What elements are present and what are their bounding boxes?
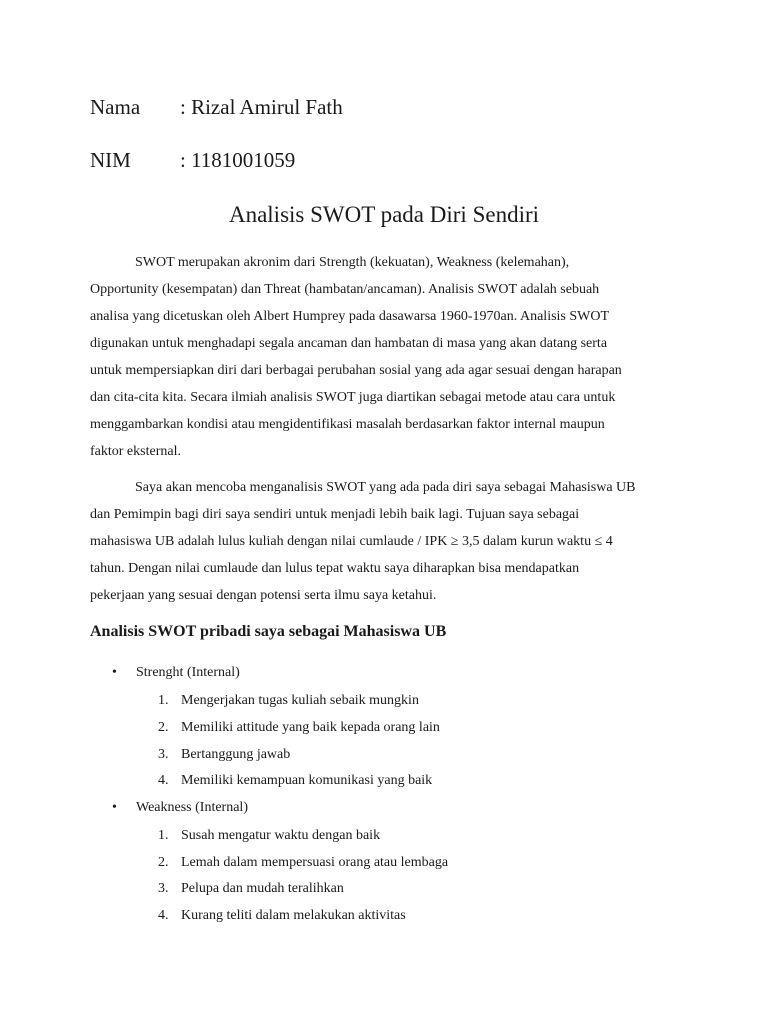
paragraph-line: SWOT merupakan akronim dari Strength (kekuatan), Weakness (kelemahan), [135,255,570,270]
nim-label: NIM [90,148,131,172]
paragraph-line: dan Pemimpin bagi diri saya sendiri untuk menjadi lebih baik lagi. Tujuan saya sebagai [90,507,580,522]
list-number: 1. [158,828,169,843]
paragraph-line: menggambarkan kondisi atau mengidentifikasi masalah berdasarkan faktor internal maupun [90,417,605,432]
list-text: Memiliki kemampuan komunikasi yang baik [181,773,433,788]
document-title: Analisis SWOT pada Diri Sendiri [228,202,540,227]
list-text: Memiliki attitude yang baik kepada orang lain [181,720,440,735]
list-text: Lemah dalam mempersuasi orang atau lembaga [181,855,449,870]
list-number: 2. [158,855,169,870]
paragraph-line: dan cita-cita kita. Secara ilmiah analisis SWOT juga diartikan sebagai metode atau cara untuk [90,390,616,405]
list-item [158,715,440,741]
paragraph-line: digunakan untuk menghadapi segala ancaman dan hambatan di masa yang akan datang serta [90,336,608,351]
paragraph-line: tahun. Dengan nilai cumlaude dan lulus tepat waktu saya diharapkan bisa mendapatkan [90,561,580,576]
list-text: Kurang teliti dalam melakukan aktivitas [181,908,406,923]
list-number: 3. [158,881,169,896]
section-heading: Analisis SWOT pribadi saya sebagai Mahasiswa UB [90,623,447,640]
list-number: 2. [158,720,169,735]
paragraph-line: Opportunity (kesempatan) dan Threat (hambatan/ancaman). Analisis SWOT adalah sebuah [90,282,600,297]
list-item [158,688,419,714]
list-number: 4. [158,908,169,923]
bullet-icon: • [112,800,117,815]
nim-value: : 1181001059 [180,148,296,172]
paragraph-line: Saya akan mencoba menganalisis SWOT yang ada pada diri saya sebagai Mahasiswa UB [135,480,636,495]
list-text: Bertanggung jawab [181,747,291,762]
bullet-weakness [112,795,248,821]
bullet-icon: • [112,665,117,680]
list-item [158,850,448,876]
paragraph-intro [90,249,680,465]
bullet-strength [112,660,240,686]
list-text: Pelupa dan mudah teralihkan [181,881,344,896]
paragraph-line: pekerjaan yang sesuai dengan potensi serta ilmu saya ketahui. [90,588,437,603]
list-number: 1. [158,693,169,708]
list-item [158,742,290,768]
paragraph-line: faktor eksternal. [90,444,181,459]
name-row [90,94,343,120]
list-item [158,823,380,849]
list-number: 4. [158,773,169,788]
name-value: : Rizal Amirul Fath [180,95,343,119]
bullet-label: Strenght (Internal) [136,665,240,680]
paragraph-line: analisa yang dicetuskan oleh Albert Humprey pada dasawarsa 1960-1970an. Analisis SWOT [90,309,610,324]
paragraph-goal [90,474,680,609]
paragraph-line: untuk mempersiapkan diri dari berbagai perubahan sosial yang ada agar sesuai dengan harapan [90,363,622,378]
list-item [158,768,432,794]
nim-row [90,147,295,173]
list-text: Mengerjakan tugas kuliah sebaik mungkin [181,693,419,708]
name-label: Nama [90,95,141,119]
bullet-label: Weakness (Internal) [136,800,248,815]
paragraph-line: mahasiswa UB adalah lulus kuliah dengan nilai cumlaude / IPK ≥ 3,5 dalam kurun waktu ≤ 4 [90,534,613,549]
list-number: 3. [158,747,169,762]
list-item [158,903,406,929]
list-text: Susah mengatur waktu dengan baik [181,828,381,843]
list-item [158,876,344,902]
